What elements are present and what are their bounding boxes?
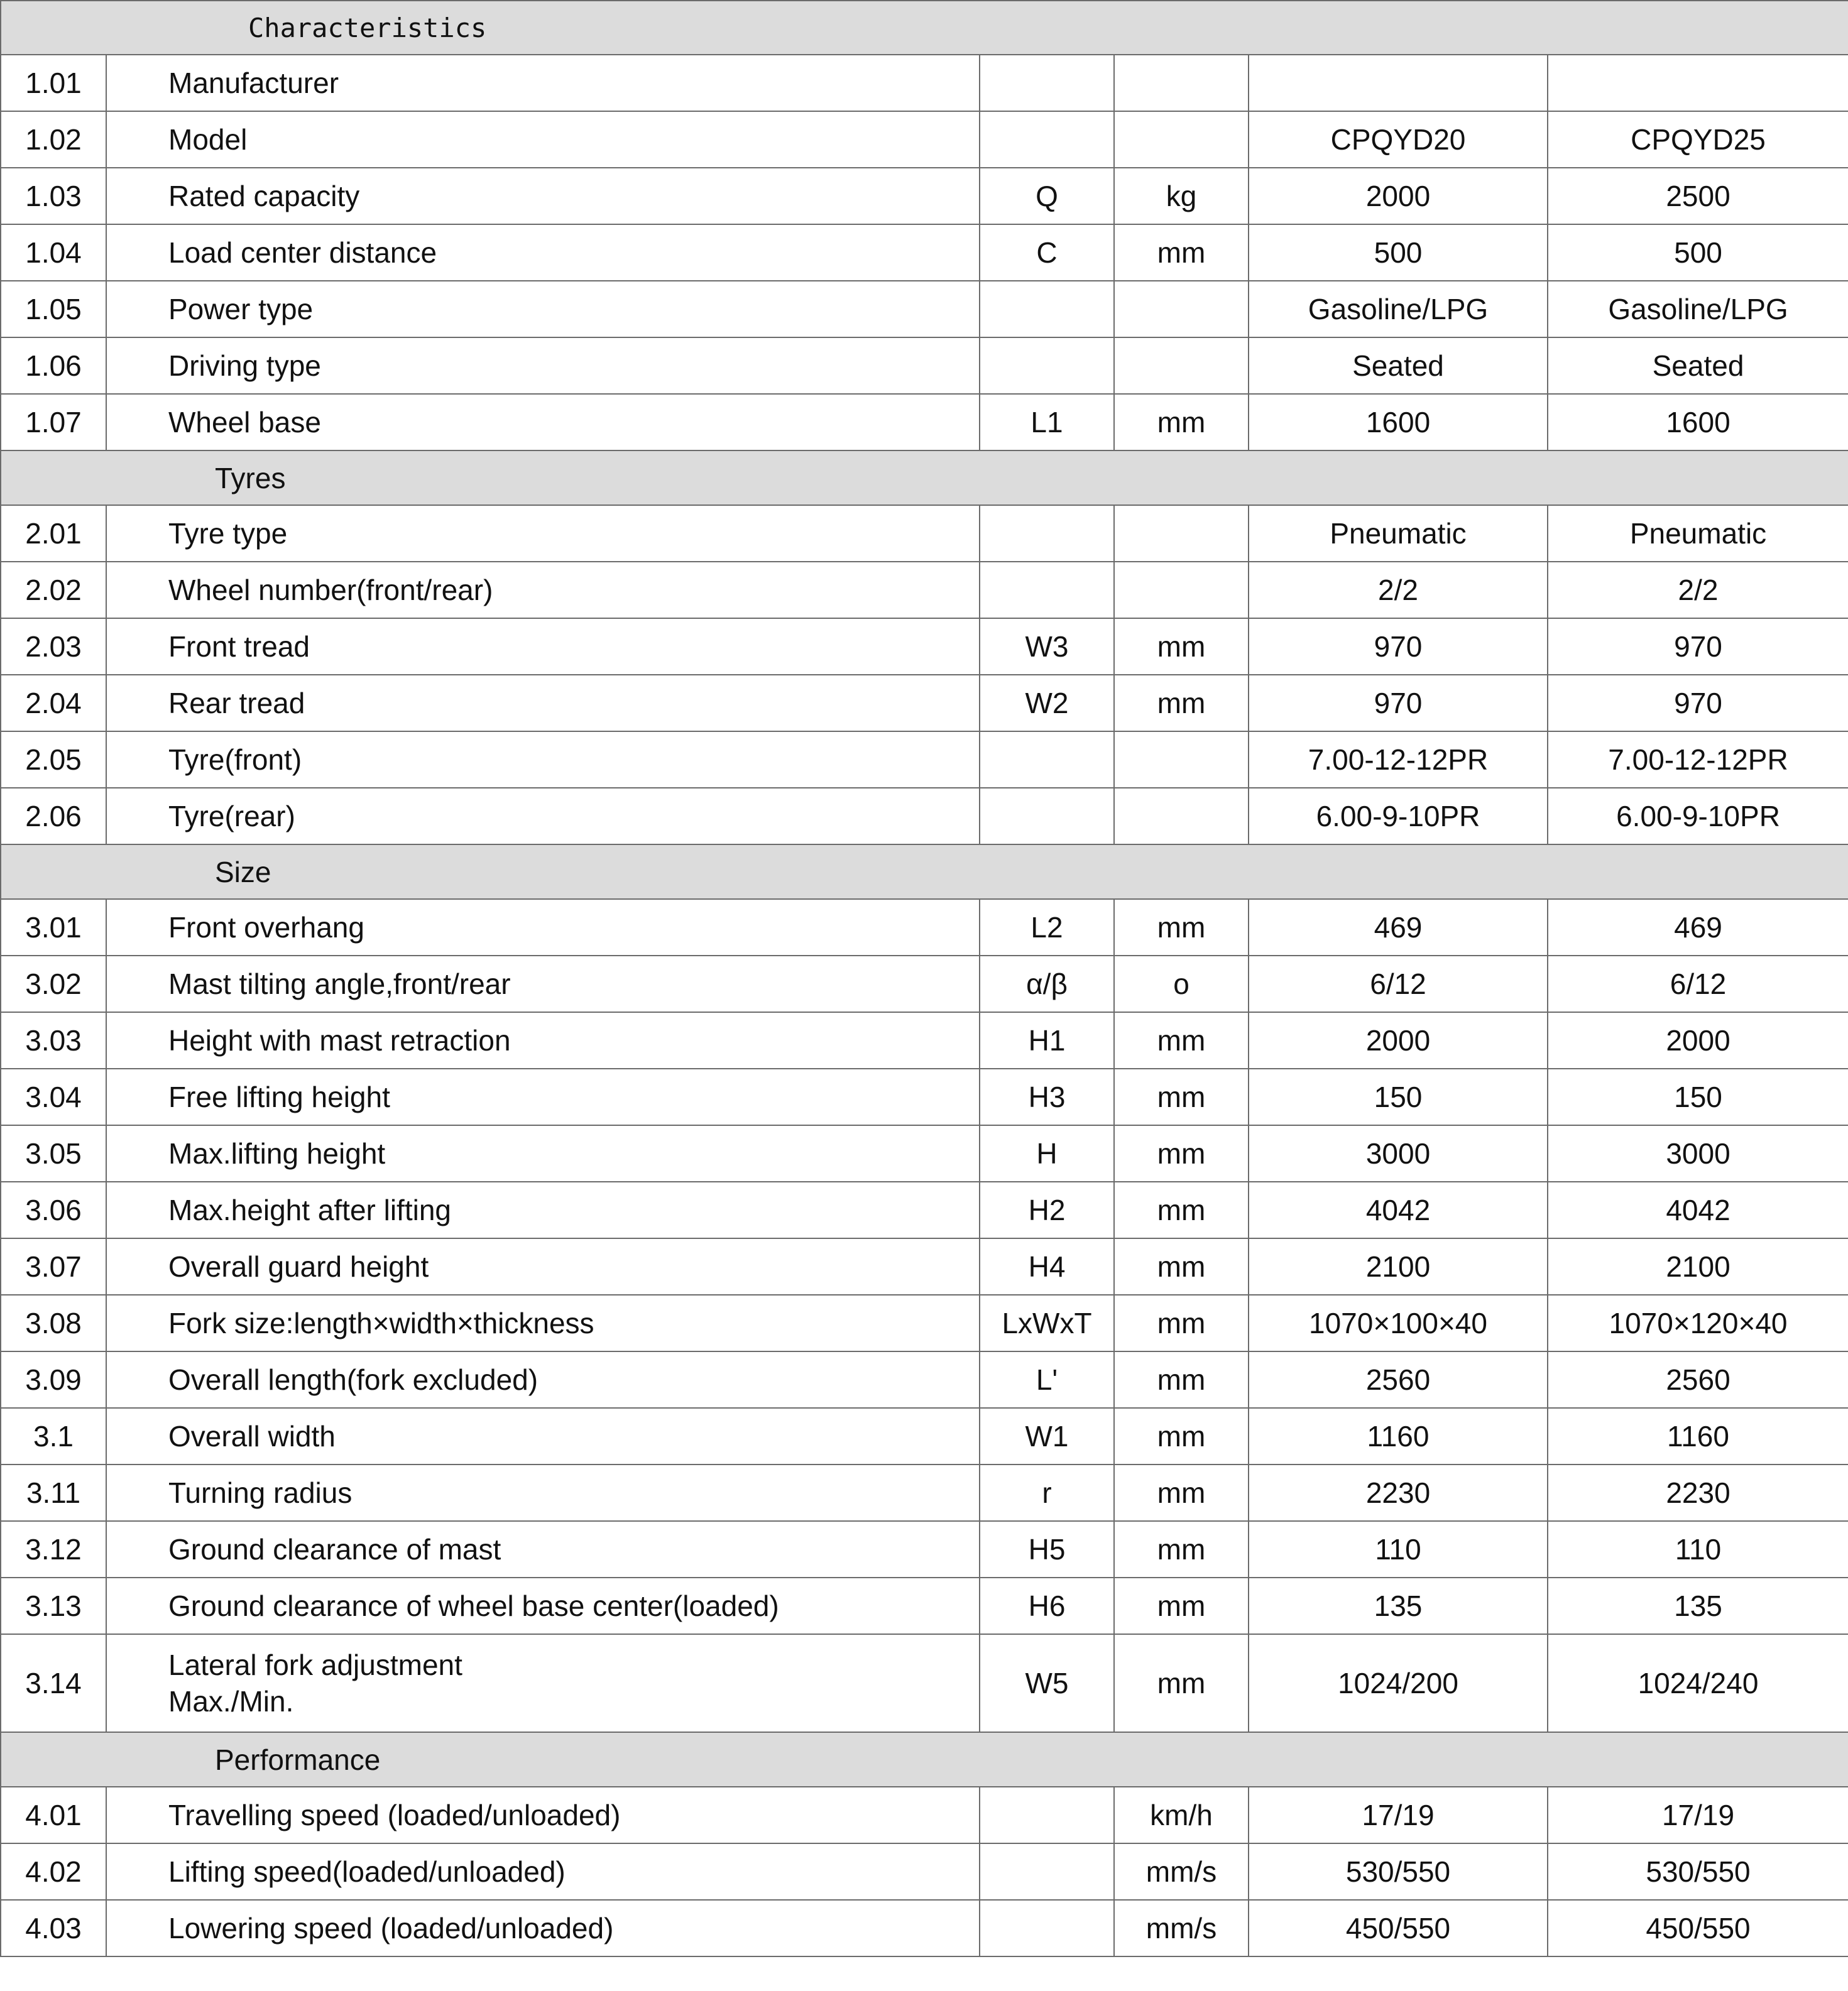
row-number: 3.02 bbox=[1, 956, 106, 1012]
unit-cell bbox=[1114, 55, 1249, 111]
value-cpqyd20: 450/550 bbox=[1249, 1900, 1548, 1956]
row-number: 1.05 bbox=[1, 281, 106, 337]
unit-cell: mm bbox=[1114, 1295, 1249, 1351]
symbol-cell: H2 bbox=[980, 1182, 1114, 1238]
symbol-cell bbox=[980, 562, 1114, 618]
table-row bbox=[1, 394, 1848, 450]
value-cpqyd25: 970 bbox=[1548, 675, 1848, 731]
item-name: Rated capacity bbox=[106, 168, 980, 224]
value-cpqyd20: 2560 bbox=[1249, 1351, 1548, 1408]
value-cpqyd20: 17/19 bbox=[1249, 1787, 1548, 1843]
unit-cell: mm bbox=[1114, 675, 1249, 731]
unit-cell: mm/s bbox=[1114, 1900, 1249, 1956]
item-name: Manufacturer bbox=[106, 55, 980, 111]
item-name: Overall guard height bbox=[106, 1238, 980, 1295]
unit-cell bbox=[1114, 788, 1249, 844]
value-cpqyd20: 3000 bbox=[1249, 1125, 1548, 1182]
value-cpqyd20: 4042 bbox=[1249, 1182, 1548, 1238]
value-cpqyd25: 6/12 bbox=[1548, 956, 1848, 1012]
table-row bbox=[1, 337, 1848, 394]
table-row bbox=[1, 1408, 1848, 1465]
item-name: Load center distance bbox=[106, 224, 980, 281]
value-cpqyd20: 970 bbox=[1249, 675, 1548, 731]
row-number: 1.07 bbox=[1, 394, 106, 450]
value-cpqyd25: 2560 bbox=[1548, 1351, 1848, 1408]
value-cpqyd25: 17/19 bbox=[1548, 1787, 1848, 1843]
row-number: 3.14 bbox=[1, 1634, 106, 1732]
row-number: 4.03 bbox=[1, 1900, 106, 1956]
table-row bbox=[1, 1295, 1848, 1351]
symbol-cell: H bbox=[980, 1125, 1114, 1182]
table-row bbox=[1, 1578, 1848, 1634]
value-cpqyd25: 110 bbox=[1548, 1521, 1848, 1578]
unit-cell bbox=[1114, 337, 1249, 394]
value-cpqyd25: 1024/240 bbox=[1548, 1634, 1848, 1732]
value-cpqyd20: 2000 bbox=[1249, 1012, 1548, 1069]
table-row bbox=[1, 731, 1848, 788]
table-row bbox=[1, 675, 1848, 731]
section-header-cell bbox=[1, 844, 1848, 899]
value-cpqyd20: Gasoline/LPG bbox=[1249, 281, 1548, 337]
unit-cell bbox=[1114, 562, 1249, 618]
item-name: Wheel base bbox=[106, 394, 980, 450]
value-cpqyd20: 150 bbox=[1249, 1069, 1548, 1125]
row-number: 3.09 bbox=[1, 1351, 106, 1408]
unit-cell: mm bbox=[1114, 1465, 1249, 1521]
item-name-line: Max./Min. bbox=[168, 1685, 294, 1718]
unit-cell: mm bbox=[1114, 1578, 1249, 1634]
table-row bbox=[1, 1634, 1848, 1732]
section-header-cell bbox=[1, 1, 1848, 55]
row-number: 3.13 bbox=[1, 1578, 106, 1634]
table-row bbox=[1, 55, 1848, 111]
row-number: 1.04 bbox=[1, 224, 106, 281]
value-cpqyd25: 7.00-12-12PR bbox=[1548, 731, 1848, 788]
symbol-cell: W2 bbox=[980, 675, 1114, 731]
table-row bbox=[1, 1787, 1848, 1843]
table-row bbox=[1, 1125, 1848, 1182]
item-name: Ground clearance of wheel base center(loaded) bbox=[106, 1578, 980, 1634]
value-cpqyd25: 450/550 bbox=[1548, 1900, 1848, 1956]
symbol-cell: α/β bbox=[980, 956, 1114, 1012]
item-name: Rear tread bbox=[106, 675, 980, 731]
value-cpqyd20: 6.00-9-10PR bbox=[1249, 788, 1548, 844]
item-name: Overall width bbox=[106, 1408, 980, 1465]
value-cpqyd25: 530/550 bbox=[1548, 1843, 1848, 1900]
table-row bbox=[1, 562, 1848, 618]
section-title: Tyres bbox=[215, 461, 286, 494]
value-cpqyd25: 469 bbox=[1548, 899, 1848, 956]
unit-cell: mm bbox=[1114, 1408, 1249, 1465]
unit-cell: mm bbox=[1114, 224, 1249, 281]
item-name-line: Lateral fork adjustment bbox=[168, 1649, 462, 1681]
section-header bbox=[1, 450, 1848, 505]
item-name: Overall length(fork excluded) bbox=[106, 1351, 980, 1408]
value-cpqyd25: 1600 bbox=[1548, 394, 1848, 450]
symbol-cell: L2 bbox=[980, 899, 1114, 956]
value-cpqyd25: Gasoline/LPG bbox=[1548, 281, 1848, 337]
symbol-cell bbox=[980, 1900, 1114, 1956]
value-cpqyd20: 500 bbox=[1249, 224, 1548, 281]
table-row bbox=[1, 168, 1848, 224]
section-title: Size bbox=[215, 855, 271, 888]
table-row bbox=[1, 111, 1848, 168]
item-name: Height with mast retraction bbox=[106, 1012, 980, 1069]
value-cpqyd25: 2100 bbox=[1548, 1238, 1848, 1295]
item-name: Free lifting height bbox=[106, 1069, 980, 1125]
row-number: 3.08 bbox=[1, 1295, 106, 1351]
unit-cell: mm bbox=[1114, 1238, 1249, 1295]
unit-cell bbox=[1114, 111, 1249, 168]
symbol-cell: r bbox=[980, 1465, 1114, 1521]
value-cpqyd20: 1024/200 bbox=[1249, 1634, 1548, 1732]
row-number: 2.06 bbox=[1, 788, 106, 844]
table-row bbox=[1, 1012, 1848, 1069]
item-name: Max.lifting height bbox=[106, 1125, 980, 1182]
value-cpqyd20: 6/12 bbox=[1249, 956, 1548, 1012]
row-number: 3.11 bbox=[1, 1465, 106, 1521]
value-cpqyd20: Seated bbox=[1249, 337, 1548, 394]
unit-cell bbox=[1114, 505, 1249, 562]
table-row bbox=[1, 788, 1848, 844]
value-cpqyd25: 2230 bbox=[1548, 1465, 1848, 1521]
value-cpqyd25: 3000 bbox=[1548, 1125, 1848, 1182]
unit-cell: kg bbox=[1114, 168, 1249, 224]
table-row bbox=[1, 1465, 1848, 1521]
item-name: Front tread bbox=[106, 618, 980, 675]
row-number: 2.04 bbox=[1, 675, 106, 731]
table-row bbox=[1, 281, 1848, 337]
unit-cell: mm bbox=[1114, 394, 1249, 450]
item-name: Max.height after lifting bbox=[106, 1182, 980, 1238]
row-number: 4.01 bbox=[1, 1787, 106, 1843]
value-cpqyd20: 2100 bbox=[1249, 1238, 1548, 1295]
unit-cell: mm/s bbox=[1114, 1843, 1249, 1900]
item-name: Tyre(front) bbox=[106, 731, 980, 788]
row-number: 2.05 bbox=[1, 731, 106, 788]
spec-table-body bbox=[1, 1, 1848, 1956]
value-cpqyd20: 1070×100×40 bbox=[1249, 1295, 1548, 1351]
symbol-cell: W5 bbox=[980, 1634, 1114, 1732]
value-cpqyd20: 2000 bbox=[1249, 168, 1548, 224]
table-row bbox=[1, 1238, 1848, 1295]
item-name: Tyre(rear) bbox=[106, 788, 980, 844]
row-number: 1.06 bbox=[1, 337, 106, 394]
row-number: 1.03 bbox=[1, 168, 106, 224]
table-row bbox=[1, 505, 1848, 562]
row-number: 1.02 bbox=[1, 111, 106, 168]
section-title: Characteristics bbox=[248, 12, 487, 43]
symbol-cell bbox=[980, 731, 1114, 788]
section-header bbox=[1, 844, 1848, 899]
unit-cell: mm bbox=[1114, 1012, 1249, 1069]
value-cpqyd20: 2230 bbox=[1249, 1465, 1548, 1521]
unit-cell: mm bbox=[1114, 1634, 1249, 1732]
unit-cell bbox=[1114, 731, 1249, 788]
unit-cell: mm bbox=[1114, 1521, 1249, 1578]
value-cpqyd25: CPQYD25 bbox=[1548, 111, 1848, 168]
value-cpqyd20: 970 bbox=[1249, 618, 1548, 675]
value-cpqyd20: 2/2 bbox=[1249, 562, 1548, 618]
item-name: Front overhang bbox=[106, 899, 980, 956]
row-number: 4.02 bbox=[1, 1843, 106, 1900]
item-name: Model bbox=[106, 111, 980, 168]
item-name: Wheel number(front/rear) bbox=[106, 562, 980, 618]
item-name: Lifting speed(loaded/unloaded) bbox=[106, 1843, 980, 1900]
symbol-cell: W3 bbox=[980, 618, 1114, 675]
value-cpqyd20 bbox=[1249, 55, 1548, 111]
value-cpqyd20: 7.00-12-12PR bbox=[1249, 731, 1548, 788]
row-number: 2.03 bbox=[1, 618, 106, 675]
row-number: 2.02 bbox=[1, 562, 106, 618]
value-cpqyd25: 970 bbox=[1548, 618, 1848, 675]
value-cpqyd20: Pneumatic bbox=[1249, 505, 1548, 562]
value-cpqyd20: 530/550 bbox=[1249, 1843, 1548, 1900]
symbol-cell bbox=[980, 55, 1114, 111]
symbol-cell: H1 bbox=[980, 1012, 1114, 1069]
unit-cell: o bbox=[1114, 956, 1249, 1012]
item-name: Tyre type bbox=[106, 505, 980, 562]
row-number: 3.04 bbox=[1, 1069, 106, 1125]
item-name bbox=[106, 1634, 980, 1732]
row-number: 3.07 bbox=[1, 1238, 106, 1295]
symbol-cell bbox=[980, 111, 1114, 168]
symbol-cell: H3 bbox=[980, 1069, 1114, 1125]
section-header-cell bbox=[1, 450, 1848, 505]
symbol-cell: W1 bbox=[980, 1408, 1114, 1465]
item-name: Mast tilting angle,front/rear bbox=[106, 956, 980, 1012]
item-name: Fork size:length×width×thickness bbox=[106, 1295, 980, 1351]
value-cpqyd25: 135 bbox=[1548, 1578, 1848, 1634]
unit-cell: mm bbox=[1114, 1182, 1249, 1238]
unit-cell: mm bbox=[1114, 899, 1249, 956]
symbol-cell: H6 bbox=[980, 1578, 1114, 1634]
value-cpqyd20: 1600 bbox=[1249, 394, 1548, 450]
symbol-cell: H5 bbox=[980, 1521, 1114, 1578]
symbol-cell bbox=[980, 1787, 1114, 1843]
value-cpqyd20: 110 bbox=[1249, 1521, 1548, 1578]
unit-cell: mm bbox=[1114, 618, 1249, 675]
unit-cell: km/h bbox=[1114, 1787, 1249, 1843]
item-name: Turning radius bbox=[106, 1465, 980, 1521]
table-row bbox=[1, 1521, 1848, 1578]
section-title: Performance bbox=[215, 1743, 381, 1776]
symbol-cell bbox=[980, 788, 1114, 844]
unit-cell: mm bbox=[1114, 1351, 1249, 1408]
value-cpqyd20: 469 bbox=[1249, 899, 1548, 956]
row-number: 3.06 bbox=[1, 1182, 106, 1238]
value-cpqyd25: 1070×120×40 bbox=[1548, 1295, 1848, 1351]
section-header bbox=[1, 1, 1848, 55]
item-name: Power type bbox=[106, 281, 980, 337]
item-name: Travelling speed (loaded/unloaded) bbox=[106, 1787, 980, 1843]
symbol-cell bbox=[980, 337, 1114, 394]
item-name: Lowering speed (loaded/unloaded) bbox=[106, 1900, 980, 1956]
table-row bbox=[1, 899, 1848, 956]
value-cpqyd25: 6.00-9-10PR bbox=[1548, 788, 1848, 844]
symbol-cell bbox=[980, 281, 1114, 337]
value-cpqyd20: CPQYD20 bbox=[1249, 111, 1548, 168]
table-row bbox=[1, 1182, 1848, 1238]
value-cpqyd25: 2/2 bbox=[1548, 562, 1848, 618]
section-header-cell bbox=[1, 1732, 1848, 1787]
unit-cell: mm bbox=[1114, 1125, 1249, 1182]
value-cpqyd25: 2500 bbox=[1548, 168, 1848, 224]
table-row bbox=[1, 1843, 1848, 1900]
table-row bbox=[1, 956, 1848, 1012]
symbol-cell bbox=[980, 1843, 1114, 1900]
symbol-cell: H4 bbox=[980, 1238, 1114, 1295]
value-cpqyd20: 135 bbox=[1249, 1578, 1548, 1634]
row-number: 3.12 bbox=[1, 1521, 106, 1578]
value-cpqyd25: 2000 bbox=[1548, 1012, 1848, 1069]
table-row bbox=[1, 1900, 1848, 1956]
row-number: 3.01 bbox=[1, 899, 106, 956]
value-cpqyd25: Pneumatic bbox=[1548, 505, 1848, 562]
section-header bbox=[1, 1732, 1848, 1787]
row-number: 3.03 bbox=[1, 1012, 106, 1069]
unit-cell bbox=[1114, 281, 1249, 337]
row-number: 3.05 bbox=[1, 1125, 106, 1182]
item-name: Ground clearance of mast bbox=[106, 1521, 980, 1578]
row-number: 3.1 bbox=[1, 1408, 106, 1465]
symbol-cell: L1 bbox=[980, 394, 1114, 450]
item-name: Driving type bbox=[106, 337, 980, 394]
symbol-cell: LxWxT bbox=[980, 1295, 1114, 1351]
value-cpqyd20: 1160 bbox=[1249, 1408, 1548, 1465]
table-row bbox=[1, 1069, 1848, 1125]
row-number: 2.01 bbox=[1, 505, 106, 562]
table-row bbox=[1, 1351, 1848, 1408]
value-cpqyd25: 500 bbox=[1548, 224, 1848, 281]
symbol-cell: Q bbox=[980, 168, 1114, 224]
symbol-cell: L' bbox=[980, 1351, 1114, 1408]
symbol-cell bbox=[980, 505, 1114, 562]
value-cpqyd25: 150 bbox=[1548, 1069, 1848, 1125]
value-cpqyd25: 1160 bbox=[1548, 1408, 1848, 1465]
unit-cell: mm bbox=[1114, 1069, 1249, 1125]
table-row bbox=[1, 224, 1848, 281]
symbol-cell: C bbox=[980, 224, 1114, 281]
value-cpqyd25 bbox=[1548, 55, 1848, 111]
table-row bbox=[1, 618, 1848, 675]
value-cpqyd25: Seated bbox=[1548, 337, 1848, 394]
row-number: 1.01 bbox=[1, 55, 106, 111]
value-cpqyd25: 4042 bbox=[1548, 1182, 1848, 1238]
